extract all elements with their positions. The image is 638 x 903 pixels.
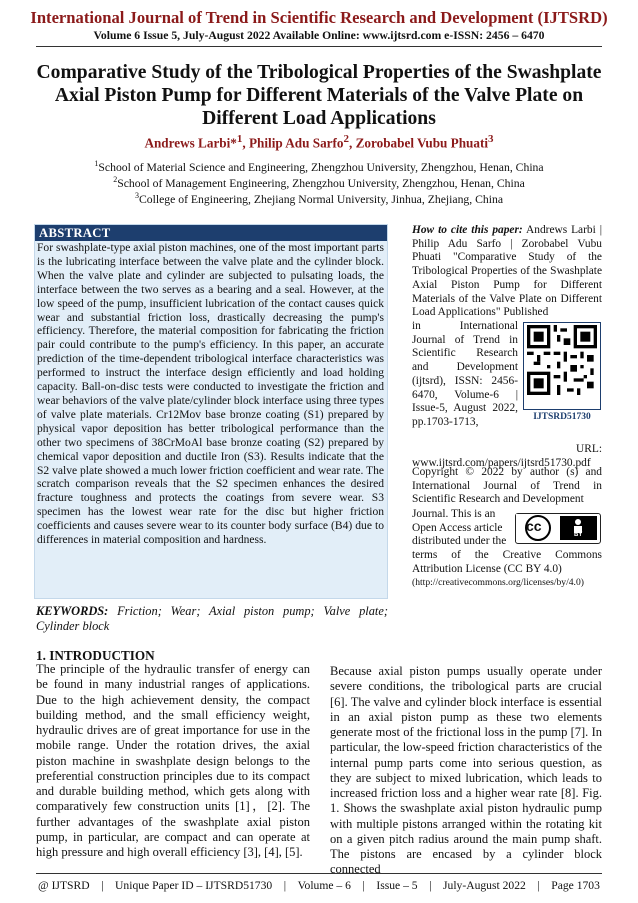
affiliation-sup: 1 bbox=[94, 159, 99, 168]
citation-narrow-text: in International Journal of Trend in Scientific Research and Development (ijtsrd), ISSN: 2456-6470, Volume-6 | Issue-5, August 2022, pp.1703-1713, bbox=[412, 320, 518, 428]
footer-sep: | bbox=[537, 879, 540, 892]
citation-text: Andrews Larbi | Philip Adu Sarfo | Zorobabel Vubu Phuati "Comparative Study of the Tribological Properties of the Swashplate Axial Piston Pump for Different Materials of the Valve Plate on Different Load Applications" Published bbox=[412, 224, 602, 319]
paper-title: Comparative Study of the Tribological Properties of the Swashplate Axial Piston Pump for Different Materials of the Valve Plate on Different Load Applications bbox=[36, 62, 602, 129]
footer-issue: Issue – 5 bbox=[376, 879, 418, 892]
keywords-label: KEYWORDS: bbox=[36, 604, 109, 618]
intro-text-left: The principle of the hydraulic transfer of energy can be found in many industrial ranges of applications. Due to the high achievement density, the compact building method, and the small efficiency weight, hydraulic drives are of great importance for use in the mobile range. Under the rotation drives, the axial piston machine in swashplate design belongs to the preferential construction principles due to its compact and durable building method, which gets along with comparatively few construction units [1]，[2]. The further advantages of the swashplate axial piston pump, in particular, are compact and can operate at high pressure and high overall efficiency [3], [4], [5]. bbox=[36, 662, 310, 859]
author-list bbox=[0, 133, 638, 151]
author-name: Zorobabel Vubu Phuati bbox=[355, 135, 489, 151]
qr-code[interactable] bbox=[523, 322, 601, 410]
affiliation-sup: 3 bbox=[134, 191, 139, 200]
footer-page: Page 1703 bbox=[551, 879, 600, 892]
footer-volume: Volume – 6 bbox=[297, 879, 351, 892]
abstract-box bbox=[34, 224, 388, 599]
author-sup: 3 bbox=[488, 133, 494, 145]
qr-code-icon bbox=[527, 325, 597, 395]
copyright-narrow-text: Journal. This is an Open Access article distributed under the bbox=[412, 508, 507, 548]
keywords-text: Friction; Wear; Axial piston pump; Valve plate; Cylinder block bbox=[36, 604, 388, 633]
footer-sep: | bbox=[429, 879, 432, 892]
citation-url-label: URL: bbox=[576, 443, 602, 455]
section-heading-introduction: 1. INTRODUCTION bbox=[36, 648, 155, 663]
abstract-text: For swashplate-type axial piston machines, one of the most important parts is the lubricating interface between the valve plate and the cylinder block. When the valve plate and cylinder are subjected to pulsating loads, the interface between the two serves as a bearing and a seal. However, at the low speed of the pump, insufficient lubrication of the contact causes quick wear and substantial friction loss, drastically decreasing the pump's efficiency. Therefore, the material composition for fabricating the friction pair could contribute to the pump's efficiency. In this paper, an accurate prediction of the time-dependent tribological interface characteristics was performed to instruct the interface design efficiently and load holding capacity. Ball-on-disc tests were conducted to investigate the friction and wear behaviors of the valve plate/cylinder block interface using three types of valve plate materials. Cr12Mov base bronze coating (S1) prepared by physical vapor deposition has better tribological performance than the other two specimens of 38CrMoAl base bronze coating (S2) prepared by chemical vapor deposition and ductile Iron (S3). Results indicate that the S2 valve plate showed a much lower friction coefficient and wear rate. The scratch comparison reveals that the S2 specimen enhances the desired fracture toughness and protects the coatings from severe wear. S3 specimen has the lowest wear rate for the disc but higher friction coefficients and causes severe wear to its counter body surface (B4) due to differences in material composition and hardness. bbox=[37, 242, 384, 547]
license-url[interactable]: (http://creativecommons.org/licenses/by/4.0) bbox=[412, 577, 584, 588]
footer-sep: | bbox=[283, 879, 287, 892]
affiliation-text: School of Material Science and Engineering, Zhengzhou University, Zhengzhou, Henan, China bbox=[98, 160, 544, 174]
affiliation-sup: 2 bbox=[113, 175, 118, 184]
journal-header bbox=[0, 8, 638, 43]
citation-url[interactable]: www.ijtsrd.com/papers/ijtsrd51730.pdf bbox=[412, 456, 591, 469]
footer-sep: | bbox=[101, 879, 104, 892]
footer-publisher: @ IJTSRD bbox=[38, 879, 90, 892]
abstract-heading: ABSTRACT bbox=[35, 225, 387, 241]
footer-paper-id: Unique Paper ID – IJTSRD51730 bbox=[115, 879, 273, 892]
cc-by-badge[interactable] bbox=[515, 513, 601, 544]
citation-label: How to cite this paper: bbox=[412, 224, 523, 236]
header-divider bbox=[36, 46, 602, 47]
copyright-text: Copyright © 2022 by author (s) and International Journal of Trend in Scientific Research and Development bbox=[412, 466, 602, 506]
affiliation-3 bbox=[0, 188, 638, 207]
cc-label: cc bbox=[526, 518, 542, 534]
footer-date: July-August 2022 bbox=[443, 879, 526, 892]
by-label: BY bbox=[574, 532, 583, 538]
author-sup: 2 bbox=[343, 133, 350, 145]
author-separator: , bbox=[242, 135, 249, 151]
copyright-tail-text: terms of the Creative Commons Attribution License (CC BY 4.0) bbox=[412, 549, 602, 575]
intro-text-right: Because axial piston pumps usually operate under severe conditions, the tribological parts are crucial [6]. The valve and cylinder block interface is essential in an axial piston pump as these two elements generate most of the frictional loss in the pump [7]. In particular, the low-speed friction characteristics of the internal pump parts come into serious question, as they are subject to mixed lubrication, which leads to increased friction loss and a higher wear rate [8]. Fig. 1. Shows the swashplate axial piston hydraulic pump with multiple pistons arranged within the rotating kit on a given pitch radius around the main pump shaft. The pistons are encased by a cylinder block connected bbox=[330, 664, 602, 877]
keywords bbox=[36, 604, 388, 634]
author-separator: , bbox=[349, 135, 356, 151]
author-sup: 1 bbox=[236, 133, 243, 145]
affiliation-text: School of Management Engineering, Zhengzhou University, Zhengzhou, Henan, China bbox=[117, 176, 525, 190]
qr-label: IJTSRD51730 bbox=[533, 412, 591, 422]
footer-divider bbox=[36, 873, 602, 874]
footer-sep: | bbox=[362, 879, 365, 892]
journal-title: International Journal of Trend in Scientific Research and Development (IJTSRD) bbox=[30, 8, 608, 27]
author-name: Andrews Larbi* bbox=[144, 135, 237, 151]
affiliation-text: College of Engineering, Zhejiang Normal University, Jinhua, Zhejiang, China bbox=[138, 192, 504, 206]
author-name: Philip Adu Sarfo bbox=[248, 135, 344, 151]
page-footer bbox=[38, 879, 600, 892]
journal-issue-line: Volume 6 Issue 5, July-August 2022 Available Online: www.ijtsrd.com e-ISSN: 2456 – 6470 bbox=[93, 29, 545, 42]
citation-block bbox=[412, 224, 602, 320]
